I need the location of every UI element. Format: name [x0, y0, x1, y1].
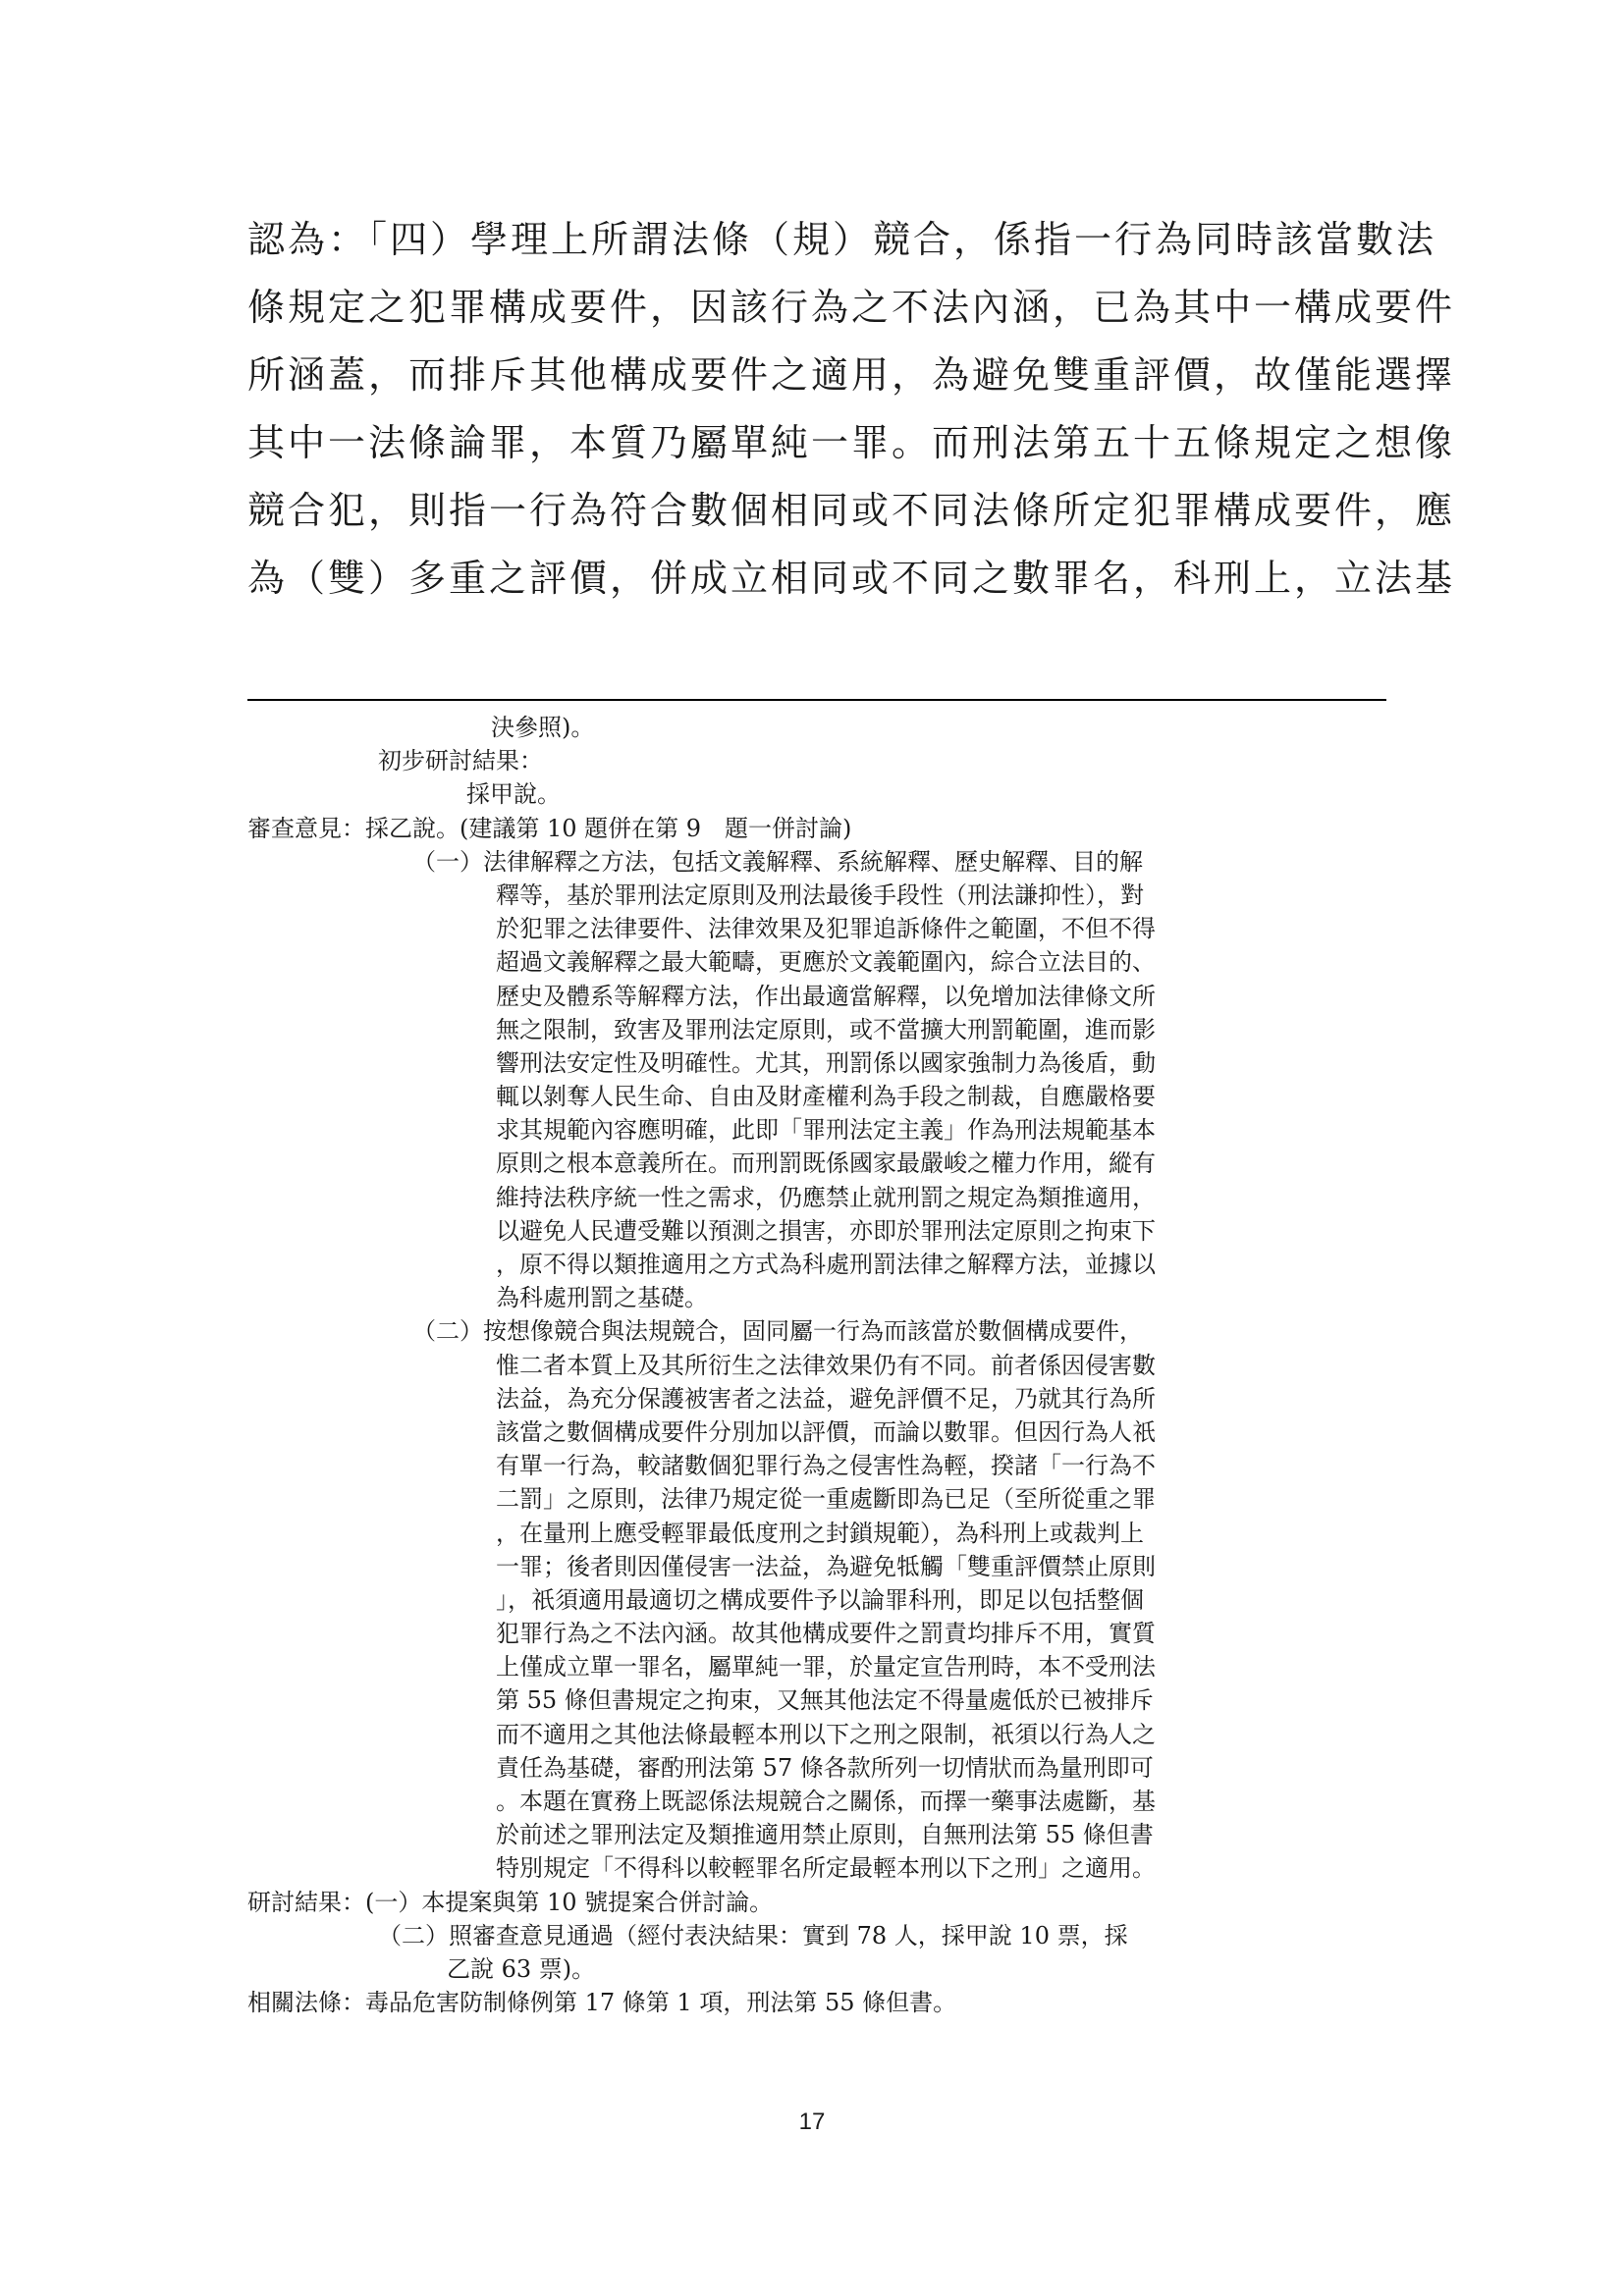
main-line: 競合犯，則指一行為符合數個相同或不同法條所定犯罪構成要件，應 [247, 489, 1456, 532]
footnote-line: 初步研討結果： [378, 747, 543, 775]
footnote-line: 求其規範內容應明確，此即「罪刑法定主義」作為刑法規範基本 [496, 1116, 1156, 1145]
footnote-line: 第 55 條但書規定之拘束，又無其他法定不得量處低於已被排斥 [496, 1686, 1154, 1715]
footnote-line: 為科處刑罰之基礎。 [496, 1284, 708, 1312]
footnote-line: 該當之數個構成要件分別加以評價，而論以數罪。但因行為人祇 [496, 1417, 1156, 1446]
footnote-line: 原則之根本意義所在。而刑罰既係國家最嚴峻之權力作用，縱有 [496, 1149, 1156, 1178]
footnote-line: 有單一行為，較諸數個犯罪行為之侵害性為輕，揆諸「一行為不 [496, 1452, 1156, 1480]
footnote-line: 乙說 63 票)。 [447, 1954, 596, 1983]
footnote-line: ，原不得以類推適用之方式為科處刑罰法律之解釋方法，並據以 [496, 1251, 1156, 1278]
footnote-line: 維持法秩序統一性之需求，仍應禁止就刑罰之規定為類推適用， [496, 1183, 1156, 1211]
footnote-line: 無之限制，致害及罪刑法定原則，或不當擴大刑罰範圍，進而影 [496, 1015, 1156, 1043]
footnote-line: 釋等，基於罪刑法定原則及刑法最後手段性（刑法謙抑性），對 [496, 881, 1144, 909]
footnote-line: （二）按想像競合與法規競合，固同屬一行為而該當於數個構成要件， [412, 1317, 1143, 1346]
footnote-line: 惟二者本質上及其所衍生之法律效果仍有不同。前者係因侵害數 [496, 1351, 1156, 1379]
footnote-line: ，在量刑上應受輕罪最低度刑之封鎖規範），為科刑上或裁判上 [496, 1519, 1144, 1547]
main-line: 所涵蓋，而排斥其他構成要件之適用，為避免雙重評價，故僅能選擇 [247, 353, 1456, 397]
footnote-line: 上僅成立單一罪名，屬單純一罪，於量定宣告刑時，本不受刑法 [496, 1653, 1156, 1682]
footnote-line: 相關法條：毒品危害防制條例第 17 條第 1 項，刑法第 55 條但書。 [247, 1989, 957, 2017]
footnote-line: 決參照)。 [491, 714, 595, 741]
footnote-line: 於前述之罪刑法定及類推適用禁止原則，自無刑法第 55 條但書 [496, 1821, 1154, 1849]
footnote-block [247, 711, 1386, 2019]
page-number: 17 [798, 2109, 826, 2135]
footnote-line: 審查意見：採乙說。(建議第 10 題併在第 9 題一併討論) [247, 814, 852, 842]
footnote-line: 而不適用之其他法條最輕本刑以下之刑之限制，祇須以行為人之 [496, 1720, 1156, 1748]
footnote-line: （一）法律解釋之方法，包括文義解釋、系統解釋、歷史解釋、目的解 [412, 847, 1143, 876]
footnote-line: 犯罪行為之不法內涵。故其他構成要件之罰責均排斥不用，實質 [496, 1620, 1156, 1648]
footnote-line: 一罪；後者則因僅侵害一法益，為避免牴觸「雙重評價禁止原則 [496, 1552, 1156, 1580]
footnote-line: （二）照審查意見通過（經付表決結果：實到 78 人，採甲說 10 票，採 [378, 1921, 1128, 1949]
main-line: 條規定之犯罪構成要件，因該行為之不法內涵，已為其中一構成要件 [247, 286, 1456, 329]
main-line: 為（雙）多重之評價，併成立相同或不同之數罪名，科刑上，立法基 [247, 557, 1456, 600]
main-line: 認為：「四）學理上所謂法條（規）競合，係指一行為同時該當數法 [247, 218, 1437, 261]
footnote-line: 法益，為充分保護被害者之法益，避免評價不足，乃就其行為所 [496, 1384, 1156, 1413]
footnote-line: 歷史及體系等解釋方法，作出最適當解釋，以免增加法律條文所 [496, 982, 1156, 1010]
footnote-line: 研討結果：(一）本提案與第 10 號提案合併討論。 [247, 1888, 774, 1916]
main-paragraph [247, 206, 1456, 613]
footnote-line: 超過文義解釋之最大範疇，更應於文義範圍內，綜合立法目的、 [496, 948, 1156, 977]
footnote-line: 於犯罪之法律要件、法律效果及犯罪追訴條件之範圍，不但不得 [496, 915, 1156, 943]
footnote-separator [247, 699, 1386, 701]
footnote-line: 採甲說。 [466, 780, 561, 809]
footnote-line: 二罰」之原則，法律乃規定從一重處斷即為已足（至所從重之罪 [496, 1485, 1156, 1514]
footnote-line: 輒以剝奪人民生命、自由及財產權利為手段之制裁，自應嚴格要 [496, 1083, 1156, 1111]
footnote-line: 響刑法安定性及明確性。尤其，刑罰係以國家強制力為後盾，動 [496, 1048, 1156, 1077]
footnote-line: 特別規定「不得科以較輕罪名所定最輕本刑以下之刑」之適用。 [496, 1854, 1156, 1883]
footnote-line: 」，祇須適用最適切之構成要件予以論罪科刑，即足以包括整個 [496, 1585, 1144, 1614]
main-line: 其中一法條論罪，本質乃屬單純一罪。而刑法第五十五條規定之想像 [247, 421, 1456, 464]
footnote-line: 以避免人民遭受難以預測之損害，亦即於罪刑法定原則之拘束下 [496, 1216, 1156, 1245]
footnote-line: 。本題在實務上既認係法規競合之關係，而擇一藥事法處斷，基 [496, 1788, 1156, 1815]
footnote-line: 責任為基礎，審酌刑法第 57 條各款所列一切情狀而為量刑即可 [496, 1753, 1154, 1782]
